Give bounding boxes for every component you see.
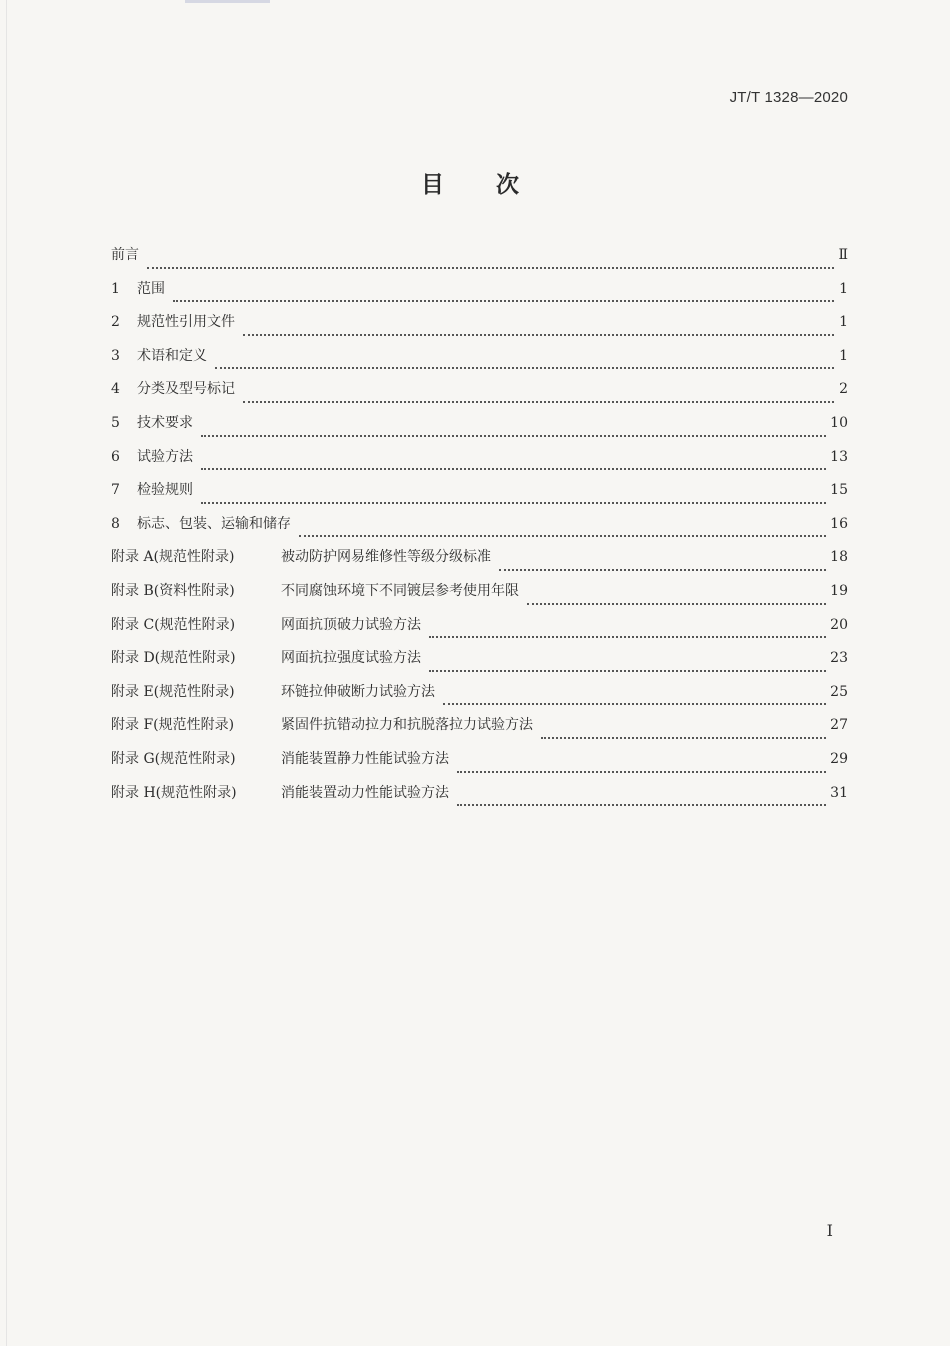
appendix-title: 紧固件抗错动拉力和抗脱落拉力试验方法 xyxy=(281,717,533,734)
appendix-page: 27 xyxy=(830,717,848,734)
appendix-title: 网面抗拉强度试验方法 xyxy=(281,650,421,667)
toc-entry-page: 1 xyxy=(839,280,848,297)
toc-appendix-g[interactable] xyxy=(111,748,848,782)
toc-entry-page: 13 xyxy=(830,448,848,465)
leader-dots xyxy=(243,401,834,403)
toc-entry-5[interactable] xyxy=(111,412,848,446)
leader-dots xyxy=(457,771,826,773)
leader-dots xyxy=(443,703,826,705)
leader-dots xyxy=(173,300,834,302)
toc-entry-page: Ⅱ xyxy=(838,247,848,263)
toc-entry-number: 1 xyxy=(111,280,120,297)
toc-appendix-c[interactable] xyxy=(111,614,848,648)
scan-mark xyxy=(185,0,270,3)
appendix-page: 20 xyxy=(830,616,848,633)
appendix-prefix: 附录 D(规范性附录) xyxy=(111,650,236,667)
toc-entry-page: 16 xyxy=(830,515,848,532)
toc-entry-label: 前言 xyxy=(111,247,139,263)
leader-dots xyxy=(215,367,834,369)
toc-entry-label: 试验方法 xyxy=(137,448,193,465)
table-of-contents xyxy=(111,244,848,815)
toc-entry-page: 15 xyxy=(830,482,848,499)
toc-entry-7[interactable] xyxy=(111,479,848,513)
toc-entry-number: 3 xyxy=(111,347,120,364)
appendix-prefix: 附录 G(规范性附录) xyxy=(111,750,236,767)
toc-entry-page: 10 xyxy=(830,414,848,431)
toc-entry-label: 规范性引用文件 xyxy=(137,314,235,331)
appendix-page: 25 xyxy=(830,683,848,700)
leader-dots xyxy=(499,569,826,571)
toc-entry-label: 术语和定义 xyxy=(137,347,207,364)
appendix-title: 网面抗顶破力试验方法 xyxy=(281,616,421,633)
appendix-page: 29 xyxy=(830,750,848,767)
leader-dots xyxy=(541,737,826,739)
toc-appendix-b[interactable] xyxy=(111,580,848,614)
leader-dots xyxy=(201,502,826,504)
toc-entry-number: 8 xyxy=(111,515,120,532)
standard-code: JT/T 1328—2020 xyxy=(729,89,848,106)
toc-entry-4[interactable] xyxy=(111,378,848,412)
toc-appendix-e[interactable] xyxy=(111,681,848,715)
toc-entry-label: 范围 xyxy=(137,280,165,297)
toc-entry-page: 1 xyxy=(839,314,848,331)
toc-entry-page: 2 xyxy=(839,381,848,398)
toc-entry-number: 5 xyxy=(111,414,120,431)
toc-entry-3[interactable] xyxy=(111,345,848,379)
scan-page-edge xyxy=(6,0,7,1346)
appendix-page: 23 xyxy=(830,650,848,667)
leader-dots xyxy=(243,334,834,336)
leader-dots xyxy=(457,804,826,806)
leader-dots xyxy=(201,435,826,437)
leader-dots xyxy=(527,603,826,605)
appendix-prefix: 附录 F(规范性附录) xyxy=(111,717,235,734)
appendix-title: 消能装置动力性能试验方法 xyxy=(281,784,449,801)
toc-entry-foreword[interactable] xyxy=(111,244,848,278)
appendix-prefix: 附录 B(资料性附录) xyxy=(111,582,235,599)
toc-appendix-f[interactable] xyxy=(111,714,848,748)
leader-dots xyxy=(429,636,826,638)
leader-dots xyxy=(429,670,826,672)
appendix-title: 环链拉伸破断力试验方法 xyxy=(281,683,435,700)
leader-dots xyxy=(147,267,834,269)
page-title: 目次 xyxy=(421,172,571,198)
toc-entry-2[interactable] xyxy=(111,311,848,345)
appendix-page: 18 xyxy=(830,549,848,566)
appendix-page: 19 xyxy=(830,582,848,599)
toc-entry-8[interactable] xyxy=(111,513,848,547)
toc-appendix-d[interactable] xyxy=(111,647,848,681)
appendix-title: 消能装置静力性能试验方法 xyxy=(281,750,449,767)
toc-entry-number: 7 xyxy=(111,482,120,499)
toc-entry-label: 检验规则 xyxy=(137,482,193,499)
toc-entry-number: 4 xyxy=(111,381,120,398)
toc-appendix-h[interactable] xyxy=(111,782,848,816)
toc-entry-label: 标志、包装、运输和储存 xyxy=(137,515,291,532)
leader-dots xyxy=(299,535,826,537)
toc-entry-number: 2 xyxy=(111,314,120,331)
toc-entry-page: 1 xyxy=(839,347,848,364)
toc-entry-label: 技术要求 xyxy=(137,414,193,431)
toc-entry-number: 6 xyxy=(111,448,120,465)
appendix-prefix: 附录 H(规范性附录) xyxy=(111,784,237,801)
toc-entry-6[interactable] xyxy=(111,446,848,480)
leader-dots xyxy=(201,468,826,470)
appendix-prefix: 附录 A(规范性附录) xyxy=(111,549,235,566)
toc-entry-label: 分类及型号标记 xyxy=(137,381,235,398)
appendix-title: 被动防护网易维修性等级分级标准 xyxy=(281,549,491,566)
appendix-prefix: 附录 C(规范性附录) xyxy=(111,616,236,633)
toc-appendix-a[interactable] xyxy=(111,546,848,580)
appendix-prefix: 附录 E(规范性附录) xyxy=(111,683,235,700)
page-number: I xyxy=(826,1221,833,1240)
toc-entry-1[interactable] xyxy=(111,278,848,312)
appendix-title: 不同腐蚀环境下不同镀层参考使用年限 xyxy=(281,582,519,599)
appendix-page: 31 xyxy=(830,784,848,801)
